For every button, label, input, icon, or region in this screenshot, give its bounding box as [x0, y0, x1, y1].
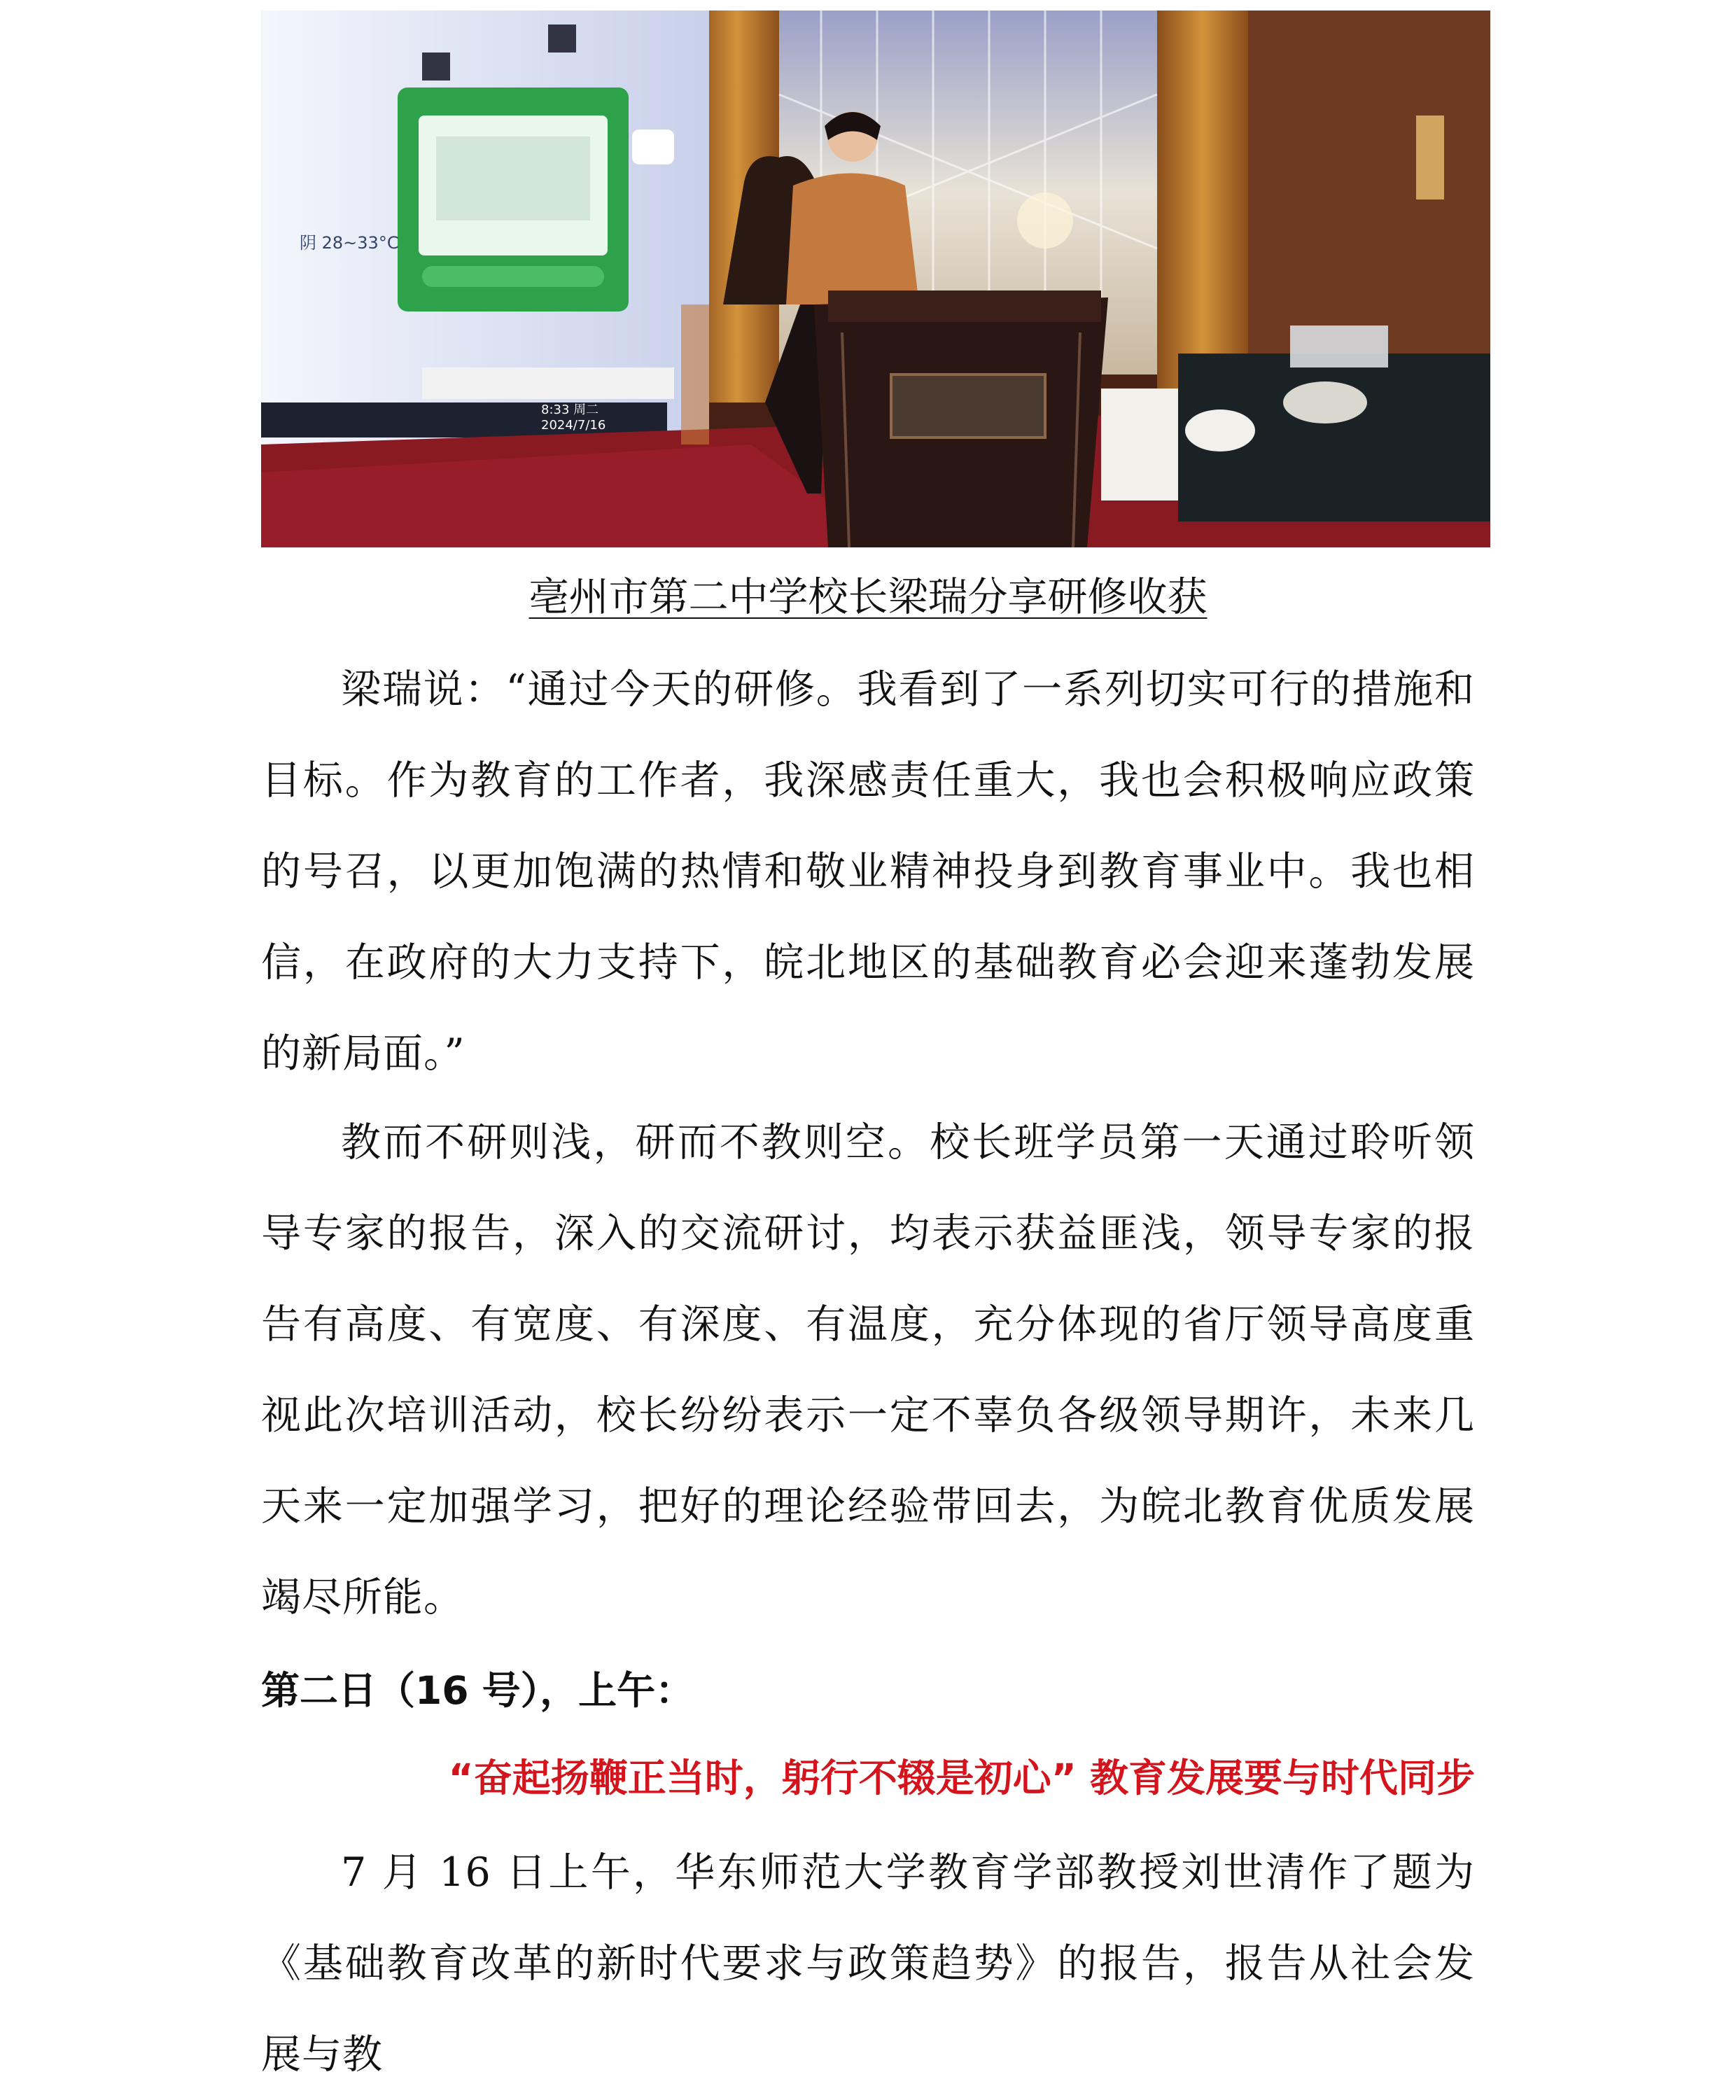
screen-weather: 阴 28~33°C [300, 233, 399, 253]
paragraph-liang-rui-quote: 梁瑞说：“通过今天的研修。我看到了一系列切实可行的措施和目标。作为教育的工作者，我深感责任重大，我也会积极响应政策的号召，以更加饱满的热情和敬业精神投身到教育事业中。我也相信，在政府的大力支持下，皖北地区的基础教育必会迎来蓬勃发展的新局面。” [261, 666, 1475, 1077]
day-heading: 第二日（16 号），上午： [261, 1668, 694, 1713]
paragraph-summary: 教而不研则浅，研而不教则空。校长班学员第一天通过聆听领导专家的报告，深入的交流研讨，均表示获益匪浅，领导专家的报告有高度、有宽度、有深度、有温度，充分体现的省厅领导高度重视此次培训活动，校长纷纷表示一定不辜负各级领导期许，未来几天来一定加强学习，把好的理论经验带回去，为皖北教育优质发展竭尽所能。 [261, 1119, 1475, 1620]
screen-time: 8:33 周二 [541, 402, 599, 417]
photo-illustration [261, 10, 1490, 547]
section-heading: “奋起扬鞭正当时，躬行不辍是初心” 教育发展要与时代同步 [448, 1756, 1475, 1800]
paragraph-lecture-intro: 7 月 16 日上午，华东师范大学教育学部教授刘世清作了题为《基础教育改革的新时代要求与政策趋势》的报告，报告从社会发展与教 [261, 1849, 1475, 2078]
conference-photo [261, 10, 1490, 547]
photo-caption [261, 573, 1475, 622]
photo-caption-text: 亳州市第二中学校长梁瑞分享研修收获 [528, 574, 1208, 620]
screen-date: 2024/7/16 [541, 418, 606, 433]
